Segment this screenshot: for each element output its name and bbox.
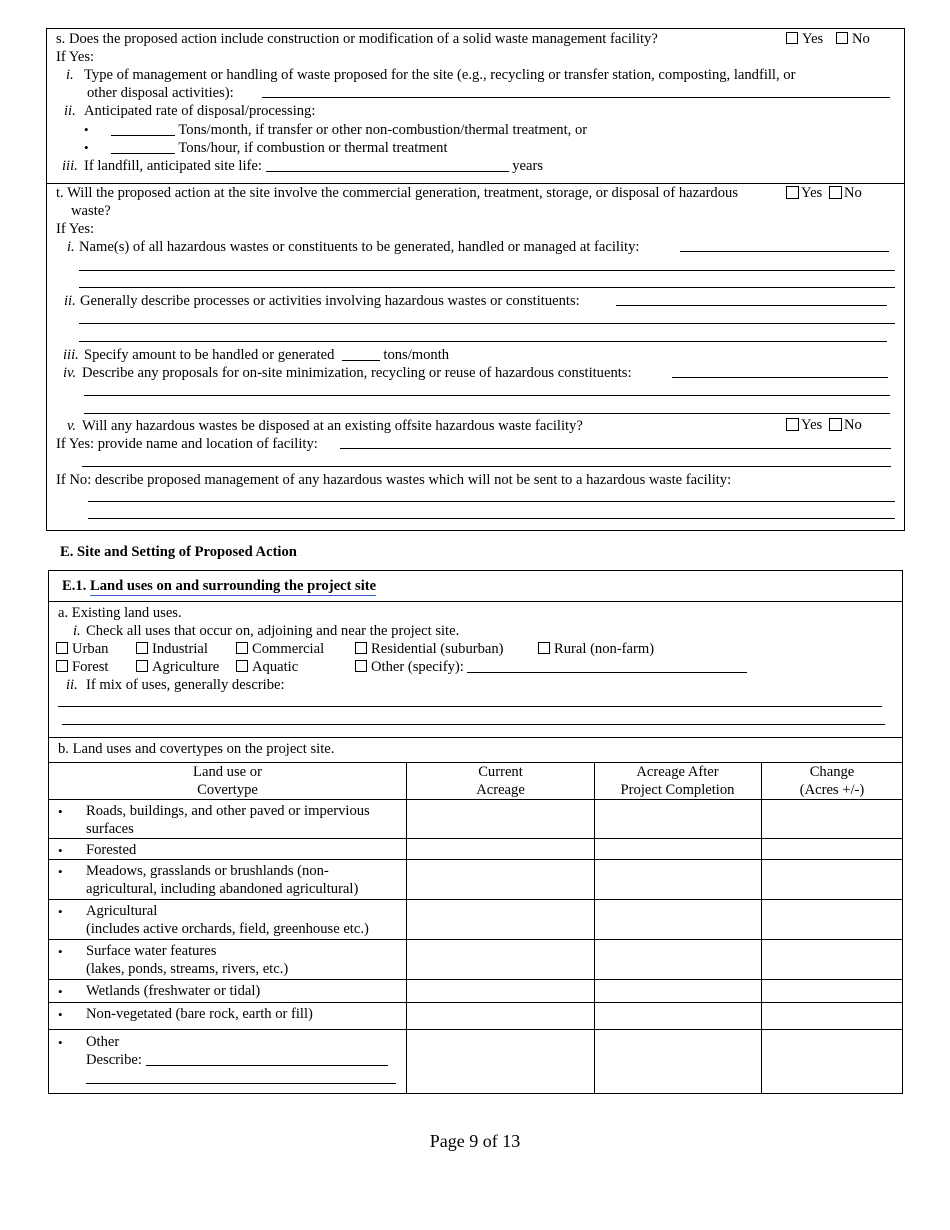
row-bullet: •	[58, 864, 63, 879]
use-urban[interactable]: Urban	[56, 640, 108, 658]
col-header-change: Change (Acres +/-)	[799, 764, 865, 798]
t-iv-num: iv.	[63, 365, 77, 381]
urban-checkbox[interactable]	[56, 642, 68, 654]
a-ii-text: If mix of uses, generally describe:	[86, 677, 285, 693]
s-question: s. Does the proposed action include construction or modification of a solid waste management facility?	[56, 31, 658, 47]
t-i-num: i.	[67, 239, 75, 255]
s-i-text-2: other disposal activities):	[87, 85, 234, 101]
e1-title-link[interactable]: Land uses on and surrounding the project site	[89, 578, 377, 594]
t-i-line-2[interactable]	[79, 270, 895, 271]
row-line	[48, 799, 903, 800]
use-rural[interactable]: Rural (non-farm)	[538, 640, 654, 658]
t-facility-label: If Yes: provide name and location of facility:	[56, 436, 318, 452]
t-facility-line-2[interactable]	[82, 466, 891, 467]
t-iv-line-1[interactable]	[672, 377, 888, 378]
t-no-label: No	[844, 185, 862, 201]
commercial-checkbox[interactable]	[236, 642, 248, 654]
use-residential[interactable]: Residential (suburban)	[355, 640, 504, 658]
t-ii-line-3[interactable]	[79, 341, 887, 342]
a-title: a. Existing land uses.	[58, 605, 182, 621]
a-ii-line-1[interactable]	[58, 706, 882, 707]
t-if-no-line-2[interactable]	[88, 518, 895, 519]
t-iv-line-2[interactable]	[84, 395, 890, 396]
a-i-text: Check all uses that occur on, adjoining and near the project site.	[86, 623, 460, 639]
page-number: Page 9 of 13	[429, 1131, 521, 1151]
row-wetlands: Wetlands (freshwater or tidal)	[86, 983, 261, 999]
section-e-heading: E. Site and Setting of Proposed Action	[60, 544, 297, 560]
col-header-acreage-after: Acreage After Project Completion	[620, 764, 735, 798]
row-agricultural: Agricultural (includes active orchards, field, greenhouse etc.)	[86, 903, 369, 937]
col-header-land-use: Land use or Covertype	[193, 764, 262, 798]
t-v-yes-checkbox[interactable]	[786, 418, 799, 431]
use-aquatic[interactable]: Aquatic	[236, 658, 298, 676]
row-meadows: Meadows, grasslands or brushlands (non- agricultural, including abandoned agricultural)	[86, 863, 359, 897]
row-line	[48, 1029, 903, 1030]
use-commercial[interactable]: Commercial	[236, 640, 324, 658]
a-i-num: i.	[73, 623, 81, 639]
t-iii-text: Specify amount to be handled or generated tons/month	[84, 347, 450, 363]
s-no-option[interactable]: No	[836, 30, 870, 48]
t-if-no-label: If No: describe proposed management of any hazardous wastes which will not be sent to a hazardous waste facility:	[56, 472, 732, 488]
s-bullet-2-dot: •	[84, 140, 89, 155]
t-i-line-3[interactable]	[79, 287, 895, 288]
row-bullet: •	[58, 944, 63, 959]
t-v-yes-label: Yes	[801, 417, 823, 433]
row-non-vegetated: Non-vegetated (bare rock, earth or fill)	[86, 1006, 313, 1022]
col-sep-3	[761, 762, 762, 1093]
s-ii-num: ii.	[64, 103, 76, 119]
t-amount-field[interactable]	[342, 347, 380, 361]
s-i-text: Type of management or handling of waste proposed for the site (e.g., recycling or transfer station, composting, landfill, or	[84, 67, 796, 83]
agriculture-checkbox[interactable]	[136, 660, 148, 672]
col-sep-2	[594, 762, 595, 1093]
t-v-no-label: No	[844, 417, 862, 433]
s-yes-checkbox[interactable]	[786, 32, 798, 44]
row-bullet: •	[58, 804, 63, 819]
row-line	[48, 899, 903, 900]
t-question: t. Will the proposed action at the site involve the commercial generation, treatment, storage, or disposal of hazardous	[56, 185, 739, 201]
t-question-2: waste?	[71, 203, 111, 219]
row-bullet: •	[58, 904, 63, 919]
s-tons-hour-field[interactable]	[111, 140, 175, 154]
s-tons-month-field[interactable]	[111, 122, 175, 136]
t-ii-num: ii.	[64, 293, 76, 309]
use-other[interactable]: Other (specify):	[355, 658, 747, 676]
row-line	[48, 939, 903, 940]
col-header-current-acreage: Current Acreage	[476, 764, 525, 798]
col-sep-1	[406, 762, 407, 1093]
forest-checkbox[interactable]	[56, 660, 68, 672]
s-i-answer-line[interactable]	[262, 97, 890, 98]
e1-divider	[48, 601, 903, 602]
row-bullet: •	[58, 1035, 63, 1050]
row-surface-water: Surface water features (lakes, ponds, streams, rivers, etc.)	[86, 943, 289, 977]
t-i-text: Name(s) of all hazardous wastes or constituents to be generated, handled or managed at facility:	[79, 239, 640, 255]
s-iii-text: If landfill, anticipated site life: years	[84, 158, 544, 174]
row-forested: Forested	[86, 842, 137, 858]
row-bullet: •	[58, 1007, 63, 1022]
s-ii-text: Anticipated rate of disposal/processing:	[84, 103, 316, 119]
s-if-yes: If Yes:	[56, 49, 95, 65]
t-v-text: Will any hazardous wastes be disposed at an existing offsite hazardous waste facility?	[82, 418, 583, 434]
s-iii-num: iii.	[62, 158, 78, 174]
row-line	[48, 838, 903, 839]
t-facility-line-1[interactable]	[340, 448, 891, 449]
row-line	[48, 979, 903, 980]
row-line	[48, 1002, 903, 1003]
use-industrial[interactable]: Industrial	[136, 640, 208, 658]
s-bullet-1-dot: •	[84, 122, 89, 137]
s-site-life-field[interactable]	[266, 158, 509, 172]
industrial-checkbox[interactable]	[136, 642, 148, 654]
t-iv-line-3[interactable]	[84, 413, 890, 414]
t-ii-text: Generally describe processes or activities involving hazardous wastes or constituents:	[80, 293, 580, 309]
t-iv-text: Describe any proposals for on-site minimization, recycling or reuse of hazardous constituents:	[82, 365, 632, 381]
t-yes-label: Yes	[801, 185, 823, 201]
aquatic-checkbox[interactable]	[236, 660, 248, 672]
t-if-yes: If Yes:	[56, 221, 95, 237]
other-checkbox[interactable]	[355, 660, 367, 672]
row-bullet: •	[58, 843, 63, 858]
rural-checkbox[interactable]	[538, 642, 550, 654]
s-yes-option[interactable]: Yes	[786, 30, 823, 48]
t-i-line-1[interactable]	[680, 251, 889, 252]
row-line	[48, 859, 903, 860]
other-describe-line-2[interactable]	[86, 1083, 396, 1084]
t-ii-line-1[interactable]	[616, 305, 887, 306]
other-describe-field[interactable]	[146, 1052, 388, 1066]
row-other: Other Describe:	[86, 1033, 388, 1069]
t-v-num: v.	[67, 418, 77, 434]
s-no-checkbox[interactable]	[836, 32, 848, 44]
use-forest[interactable]: Forest	[56, 658, 108, 676]
residential-checkbox[interactable]	[355, 642, 367, 654]
s-bullet-1: Tons/month, if transfer or other non-combustion/thermal treatment, or	[111, 121, 587, 139]
t-v-no-checkbox[interactable]	[829, 418, 842, 431]
t-iii-num: iii.	[63, 347, 79, 363]
a-ii-num: ii.	[66, 677, 78, 693]
b-divider	[48, 737, 903, 738]
t-yes-checkbox[interactable]	[786, 186, 799, 199]
s-bullet-2: Tons/hour, if combustion or thermal treatment	[111, 139, 448, 157]
a-ii-line-2[interactable]	[62, 724, 885, 725]
t-no-checkbox[interactable]	[829, 186, 842, 199]
t-if-no-line-1[interactable]	[88, 501, 895, 502]
s-i-num: i.	[66, 67, 74, 83]
b-title: b. Land uses and covertypes on the project site.	[58, 741, 335, 757]
t-ii-line-2[interactable]	[79, 323, 895, 324]
use-agriculture[interactable]: Agriculture	[136, 658, 219, 676]
e1-title: E.1. Land uses on and surrounding the project site	[62, 578, 377, 594]
other-specify-field[interactable]	[467, 659, 747, 673]
row-bullet: •	[58, 984, 63, 999]
row-roads: Roads, buildings, and other paved or impervious surfaces	[86, 803, 370, 837]
